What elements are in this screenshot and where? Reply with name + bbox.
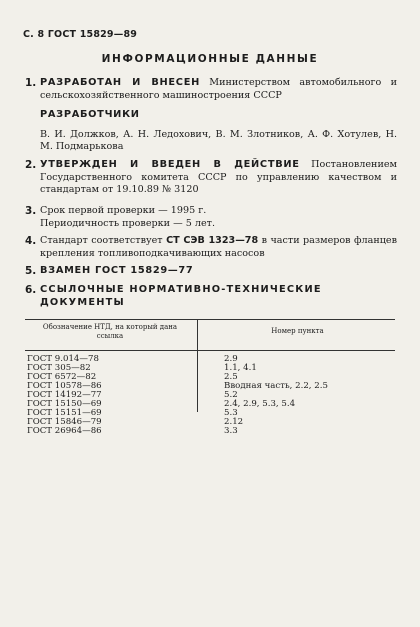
- item-number: 5.: [25, 265, 37, 277]
- item-compliance: [25, 235, 397, 260]
- review-term: Срок первой проверки — 1995 г.: [40, 205, 207, 216]
- cell-clause: 5.2: [224, 390, 238, 400]
- table-top-rule: [25, 319, 395, 320]
- cell-clause: 5.3: [224, 408, 238, 418]
- item-text: Стандарт соответствует: [40, 235, 163, 246]
- standard-reference: СТ СЭВ 1323—78: [166, 235, 259, 246]
- column-header-clause: Номер пункта: [271, 327, 324, 335]
- developers-list: В. И. Должков, А. Н. Ледохович, В. М. Злотников, А. Ф. Хотулев, Н. М. Подмарькова: [40, 128, 397, 152]
- item-number: 6.: [25, 284, 37, 296]
- item-replaces: [25, 265, 397, 278]
- cell-clause: 2.9: [224, 354, 238, 364]
- cell-document: ГОСТ 10578—86: [27, 381, 102, 391]
- cell-clause: 1.1, 4.1: [224, 363, 257, 373]
- cell-clause: Вводная часть, 2.2, 2.5: [224, 381, 328, 391]
- page-header: С. 8 ГОСТ 15829—89: [23, 29, 138, 40]
- item-keyword: РАЗРАБОТАН И ВНЕСЕН: [40, 77, 200, 88]
- item-number: 3.: [25, 205, 37, 217]
- cell-document: ГОСТ 26964—86: [27, 426, 102, 436]
- cell-document: ГОСТ 15150—69: [27, 399, 102, 409]
- cell-document: ГОСТ 6572—82: [27, 372, 97, 382]
- section-title: ИНФОРМАЦИОННЫЕ ДАННЫЕ: [101, 53, 319, 65]
- item-text: Министерством автомобильного и сельскохозяйственного машиностроения СССР: [40, 77, 397, 101]
- cell-document: ГОСТ 305—82: [27, 363, 91, 373]
- review-period: Периодичность проверки — 5 лет.: [40, 217, 216, 229]
- cell-clause: 2.4, 2.9, 5.3, 5.4: [224, 399, 296, 409]
- table-header-rule: [25, 350, 395, 351]
- item-keyword: УТВЕРЖДЕН И ВВЕДЕН В ДЕЙСТВИЕ: [40, 159, 300, 170]
- cell-clause: 2.5: [224, 372, 238, 382]
- cell-document: ГОСТ 14192—77: [27, 390, 102, 400]
- item-keyword: ССЫЛОЧНЫЕ НОРМАТИВНО-ТЕХНИЧЕСКИЕ ДОКУМЕНТЫ: [40, 284, 322, 308]
- item-review: [25, 205, 397, 230]
- developers-heading: РАЗРАБОТЧИКИ: [40, 109, 140, 120]
- item-references: [25, 284, 397, 309]
- cell-clause: 2.12: [224, 417, 244, 427]
- cell-document: ГОСТ 9.014—78: [27, 354, 99, 364]
- item-developed: [25, 77, 397, 154]
- item-text: Постановлением Государственного комитета СССР по управлению качеством и стандартам от 19.10.89 № 3120: [40, 159, 397, 195]
- cell-document: ГОСТ 15151—69: [27, 408, 102, 418]
- table-column-divider: [197, 319, 198, 412]
- cell-document: ГОСТ 15846—79: [27, 417, 102, 427]
- item-text: в части размеров фланцев крепления топливоподкачивающих насосов: [40, 235, 397, 259]
- item-number: 2.: [25, 159, 37, 171]
- item-keyword: ВЗАМЕН ГОСТ 15829—77: [40, 265, 194, 276]
- item-approved: [25, 159, 397, 197]
- column-header-document: Обозначение НТД, на который дана ссылка: [42, 323, 178, 340]
- cell-clause: 3.3: [224, 426, 238, 436]
- item-number: 4.: [25, 235, 37, 247]
- item-number: 1.: [25, 77, 37, 89]
